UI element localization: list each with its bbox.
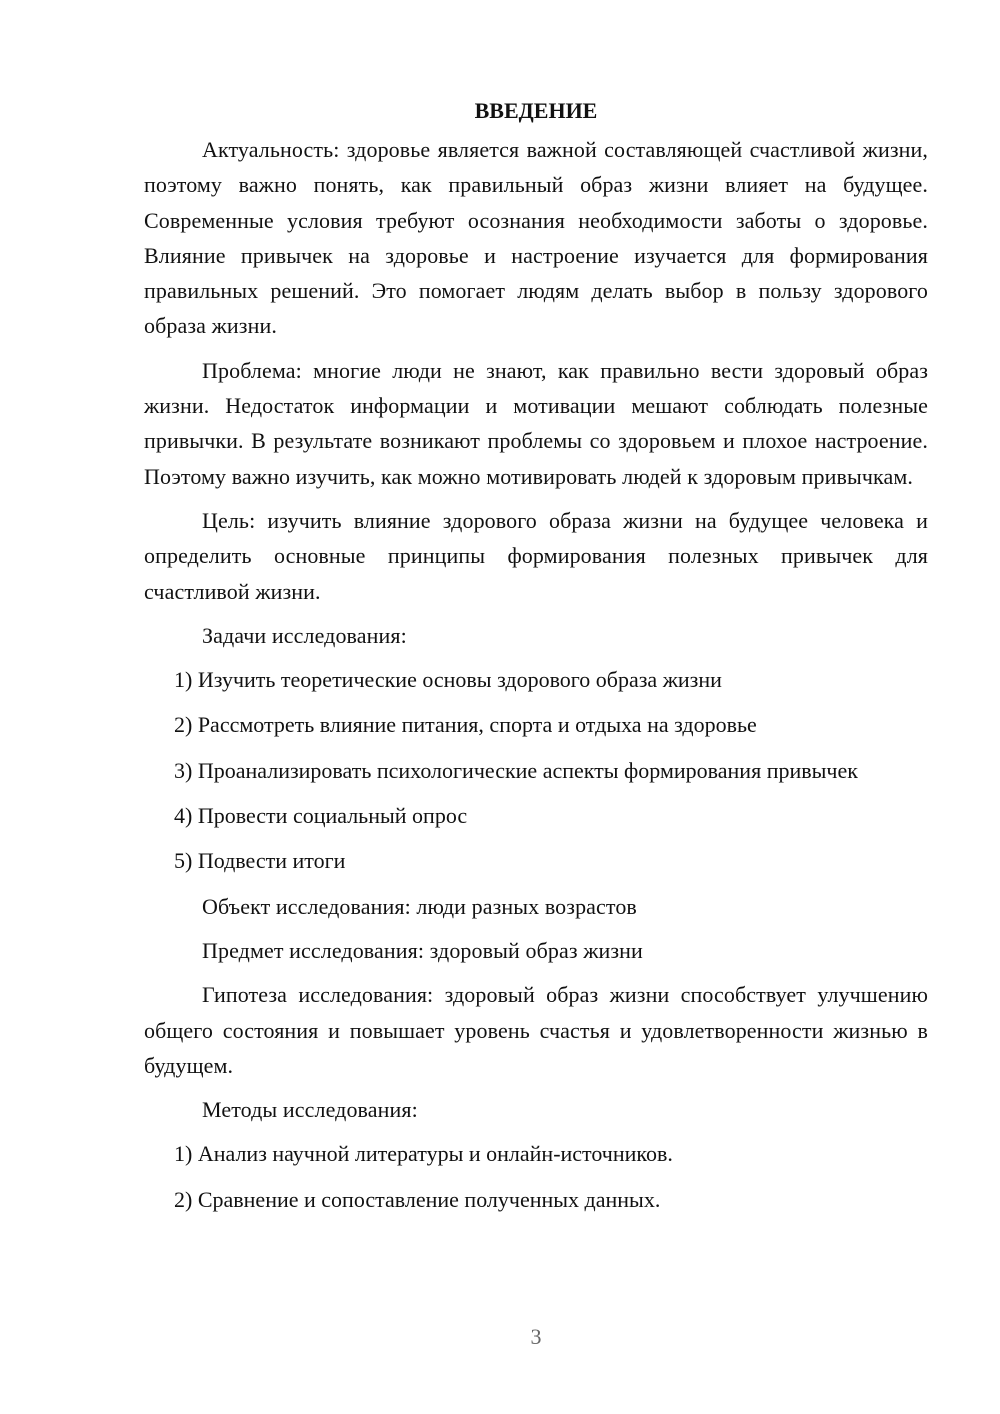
method-item-2: 2) Сравнение и сопоставление полученных данных.	[174, 1186, 661, 1212]
task-item-4: 4) Провести социальный опрос	[174, 803, 468, 829]
relevance-paragraph: Актуальность: здоровье является важной составляющей счастливой жизни, поэтому важно понять, как правильный образ жизни влияет на будущее. Современные условия требуют осознания необходимости заботы о здоровье. Влияние привычек на здоровье и настроение изучается для формирования правильных решений. Это помогает людям делать выбор в пользу здорового образа жизни.	[144, 137, 928, 339]
problem-paragraph: Проблема: многие люди не знают, как правильно вести здоровый образ жизни. Недостаток информации и мотивации мешают соблюдать полезные привычки. В результате возникают проблемы со здоровьем и плохое настроение. Поэтому важно изучить, как можно мотивировать людей к здоровым привычкам.	[144, 357, 928, 489]
task-item-2: 2) Рассмотреть влияние питания, спорта и отдыха на здоровье	[174, 712, 757, 738]
method-item-1: 1) Анализ научной литературы и онлайн-источников.	[174, 1141, 673, 1167]
hypothesis-paragraph: Гипотеза исследования: здоровый образ жизни способствует улучшению общего состояния и повышает уровень счастья и удовлетворенности жизнью в будущем.	[144, 982, 928, 1078]
page-title: ВВЕДЕНИЕ	[474, 98, 598, 123]
tasks-heading: Задачи исследования:	[202, 622, 407, 648]
research-subject: Предмет исследования: здоровый образ жизни	[202, 937, 643, 963]
task-item-3: 3) Проанализировать психологические аспекты формирования привычек	[174, 757, 858, 783]
task-item-1: 1) Изучить теоретические основы здорового образа жизни	[174, 667, 722, 693]
methods-heading: Методы исследования:	[202, 1097, 418, 1123]
task-item-5: 5) Подвести итоги	[174, 848, 346, 874]
page-content	[144, 96, 928, 1227]
research-object: Объект исследования: люди разных возрастов	[202, 893, 637, 919]
page-number: 3	[530, 1324, 542, 1349]
goal-paragraph: Цель: изучить влияние здорового образа жизни на будущее человека и определить основные принципы формирования полезных привычек для счастливой жизни.	[144, 507, 928, 604]
